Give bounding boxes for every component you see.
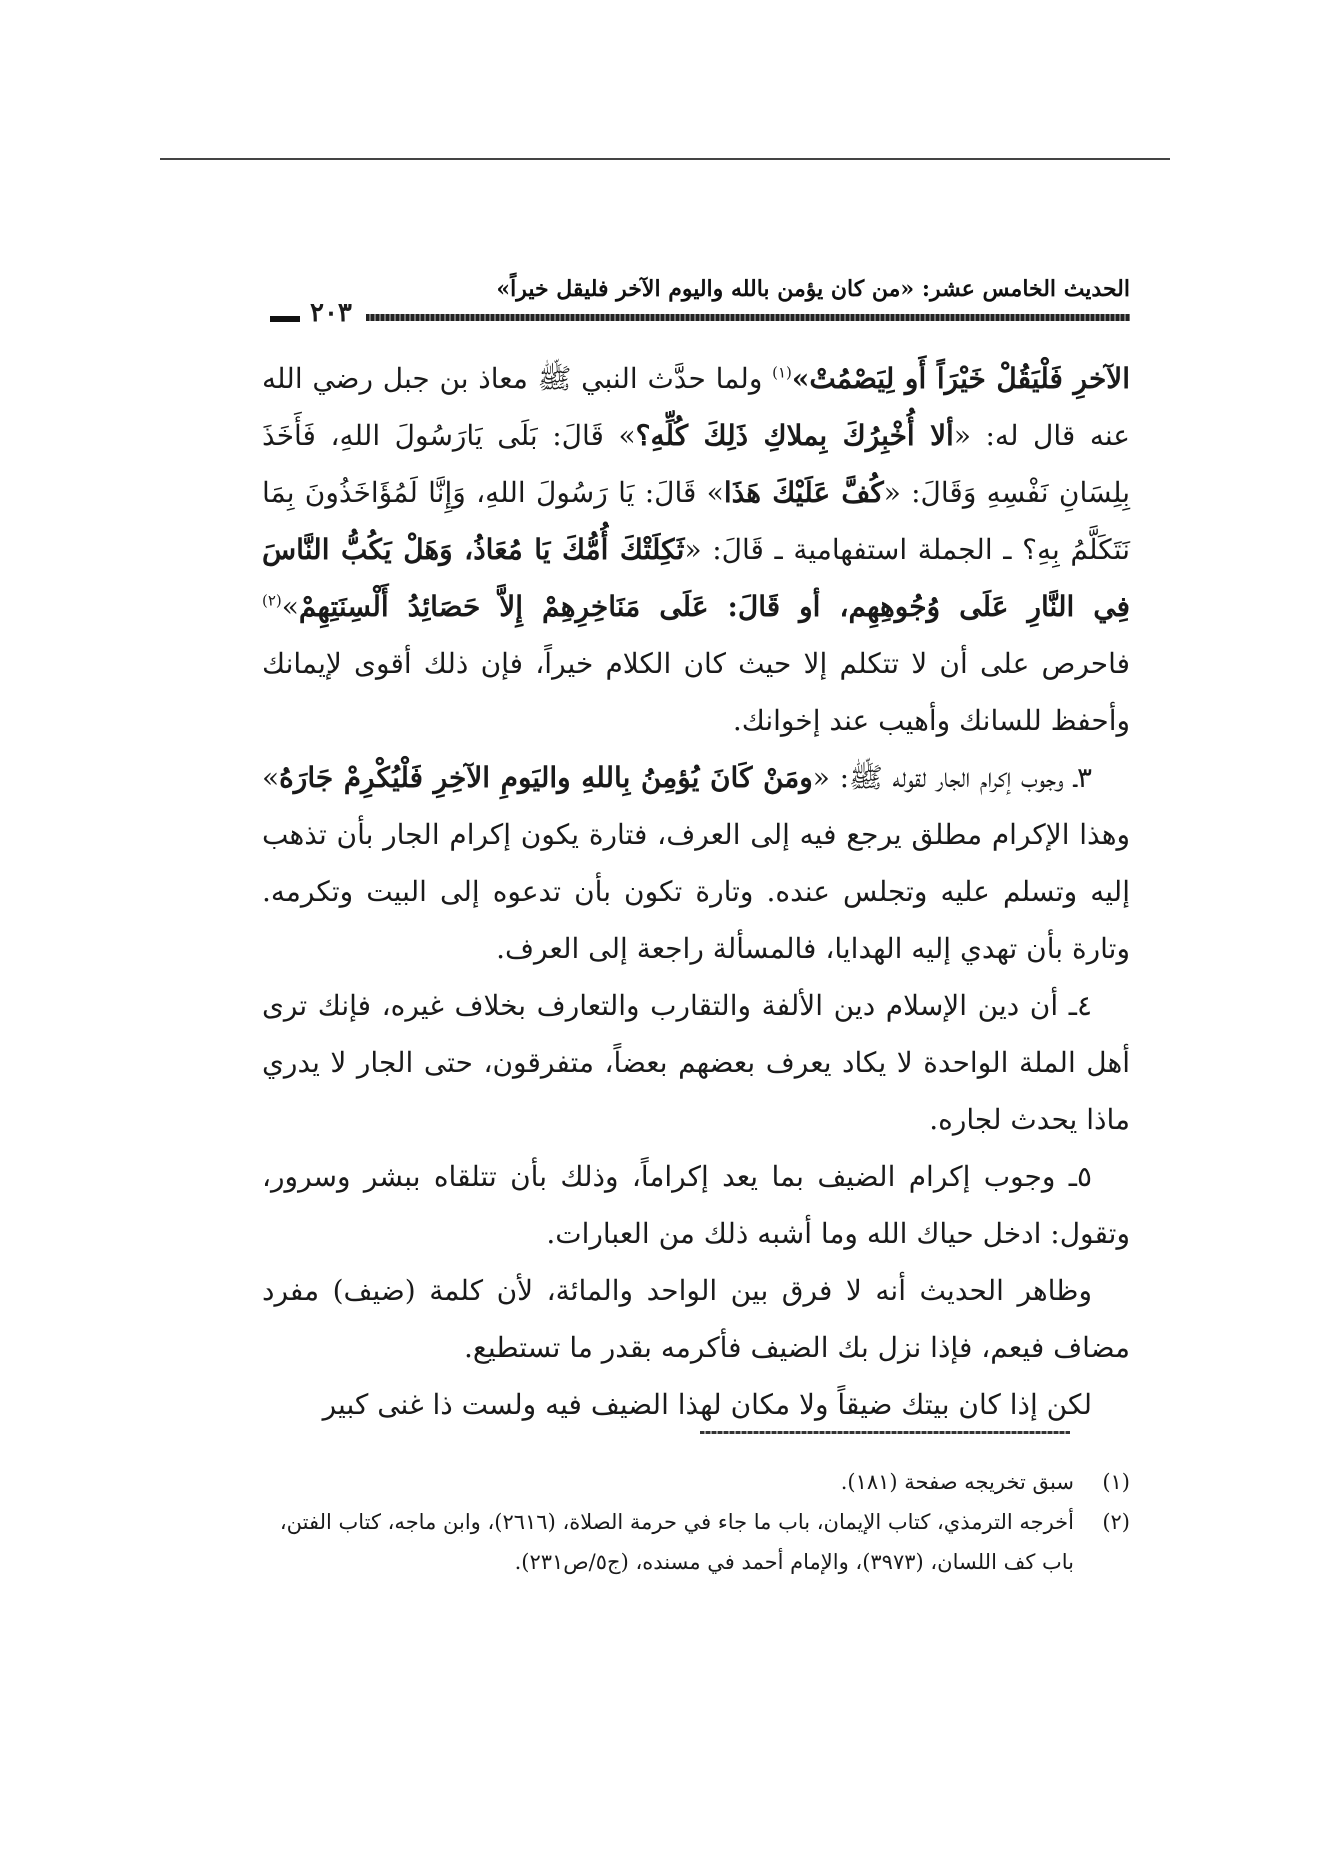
hadith-quote: ومَنْ كَانَ يُؤمِنُ بِاللهِ واليَومِ الآخِرِ فَلْيُكْرِمْ جَارَهُ bbox=[279, 761, 813, 794]
paragraph: وظاهر الحديث أنه لا فرق بين الواحد والمائة، لأن كلمة (ضيف) مفرد مضاف فيعم، فإذا نزل بك الضيف فأكرمه بقدر ما تستطيع. bbox=[262, 1274, 1130, 1364]
hadith-quote: الآخرِ فَلْيَقُلْ خَيْرَاً أَو لِيَصْمُتْ» bbox=[791, 362, 1131, 395]
text-span: » bbox=[281, 590, 299, 623]
paragraph bbox=[262, 350, 1130, 749]
text-span: » قَالَ: يَا رَسُولَ اللهِ، وَإِنَّا لَمُؤَاخَذُونَ بِمَا نَتَكَلَّمُ بِهِ؟ ـ الجملة استفهامية ـ قَالَ: « bbox=[262, 476, 1130, 566]
footnote-text: أخرجه الترمذي، كتاب الإيمان، باب ما جاء في حرمة الصلاة، (٢٦١٦)، وابن ماجه، كتاب الفتن، باب كف اللسان، (٣٩٧٣)، والإمام أحمد في مسنده، (ج٥/ص٢٣١). bbox=[279, 1510, 1074, 1574]
text-span: ٣ـ وجوب إكرام الجار لقوله ﷺ: « bbox=[812, 761, 1092, 794]
page-number: ٢٠٣ bbox=[310, 298, 352, 328]
footnote-number: (٢) bbox=[1102, 1510, 1130, 1534]
hadith-quote: ألا أُخْبِرُكَ بِملاكِ ذَلِكَ كُلِّهِ؟ bbox=[635, 419, 954, 452]
footnote-ref: (٢) bbox=[262, 591, 282, 610]
paragraph: ٤ـ أن دين الإسلام دين الألفة والتقارب والتعارف بخلاف غيره، فإنك ترى أهل الملة الواحدة لا يكاد يعرف بعضهم بعضاً، متفرقون، حتى الجار لا يدري ماذا يحدث لجاره. bbox=[262, 989, 1130, 1136]
paragraph: لكن إذا كان بيتك ضيقاً ولا مكان لهذا الضيف فيه ولست ذا غنى كبير bbox=[322, 1388, 1092, 1421]
text-span: » وهذا الإكرام مطلق يرجع فيه إلى العرف، فتارة يكون إكرام الجار بأن تذهب إليه وتسلم عليه وتجلس عنده. وتارة تكون بأن تدعوه إلى البيت وتكرمه. وتارة بأن تهدي إليه الهدايا، فالمسألة راجعة إلى العرف. bbox=[262, 761, 1130, 965]
footnote bbox=[262, 1462, 1130, 1502]
paragraph: ٥ـ وجوب إكرام الضيف بما يعد إكراماً، وذلك بأن تتلقاه ببشر وسرور، وتقول: ادخل حياك الله وما أشبه ذلك من العبارات. bbox=[262, 1160, 1130, 1250]
running-title: الحديث الخامس عشر: «من كان يؤمن بالله واليوم الآخر فليقل خيراً» bbox=[496, 276, 1130, 302]
page-number-bar bbox=[270, 316, 300, 322]
running-header bbox=[270, 276, 1130, 330]
text-span: ولما حدَّث النبي ﷺ معاذ بن جبل رضي الله عنه قال له: « bbox=[262, 362, 1130, 452]
hadith-quote: كُفَّ عَلَيْكَ هَذَا bbox=[723, 476, 884, 509]
running-header-rule bbox=[366, 314, 1130, 321]
footnote-text: سبق تخريجه صفحة (١٨١). bbox=[840, 1470, 1074, 1494]
footnote bbox=[262, 1502, 1130, 1582]
body-text bbox=[262, 350, 1130, 1433]
footnotes bbox=[262, 1462, 1130, 1582]
footnote-ref: (١) bbox=[772, 363, 792, 382]
text-span: » قَالَ: بَلَى يَارَسُولَ اللهِ، فَأَخَذَ بِلِسَانِ نَفْسِهِ وَقَالَ: « bbox=[262, 419, 1131, 509]
hadith-quote: ثَكِلَتْكَ أُمُّكَ يَا مُعَاذُ، وَهَلْ يَكُبُّ النَّاسَ فِي النَّارِ عَلَى وُجُوهِهِم، أو قَالَ: عَلَى مَنَاخِرِهِمْ إِلاَّ حَصَائِدُ أَلْسِنَتِهِمْ bbox=[262, 533, 1130, 623]
top-rule bbox=[160, 158, 1170, 160]
paragraph bbox=[262, 749, 1130, 977]
footnote-number: (١) bbox=[1102, 1470, 1130, 1494]
text-span: فاحرص على أن لا تتكلم إلا حيث كان الكلام خيراً، فإن ذلك أقوى لإيمانك وأحفظ للسانك وأهيب عند إخوانك. bbox=[262, 647, 1130, 737]
footnote-rule bbox=[700, 1431, 1070, 1434]
